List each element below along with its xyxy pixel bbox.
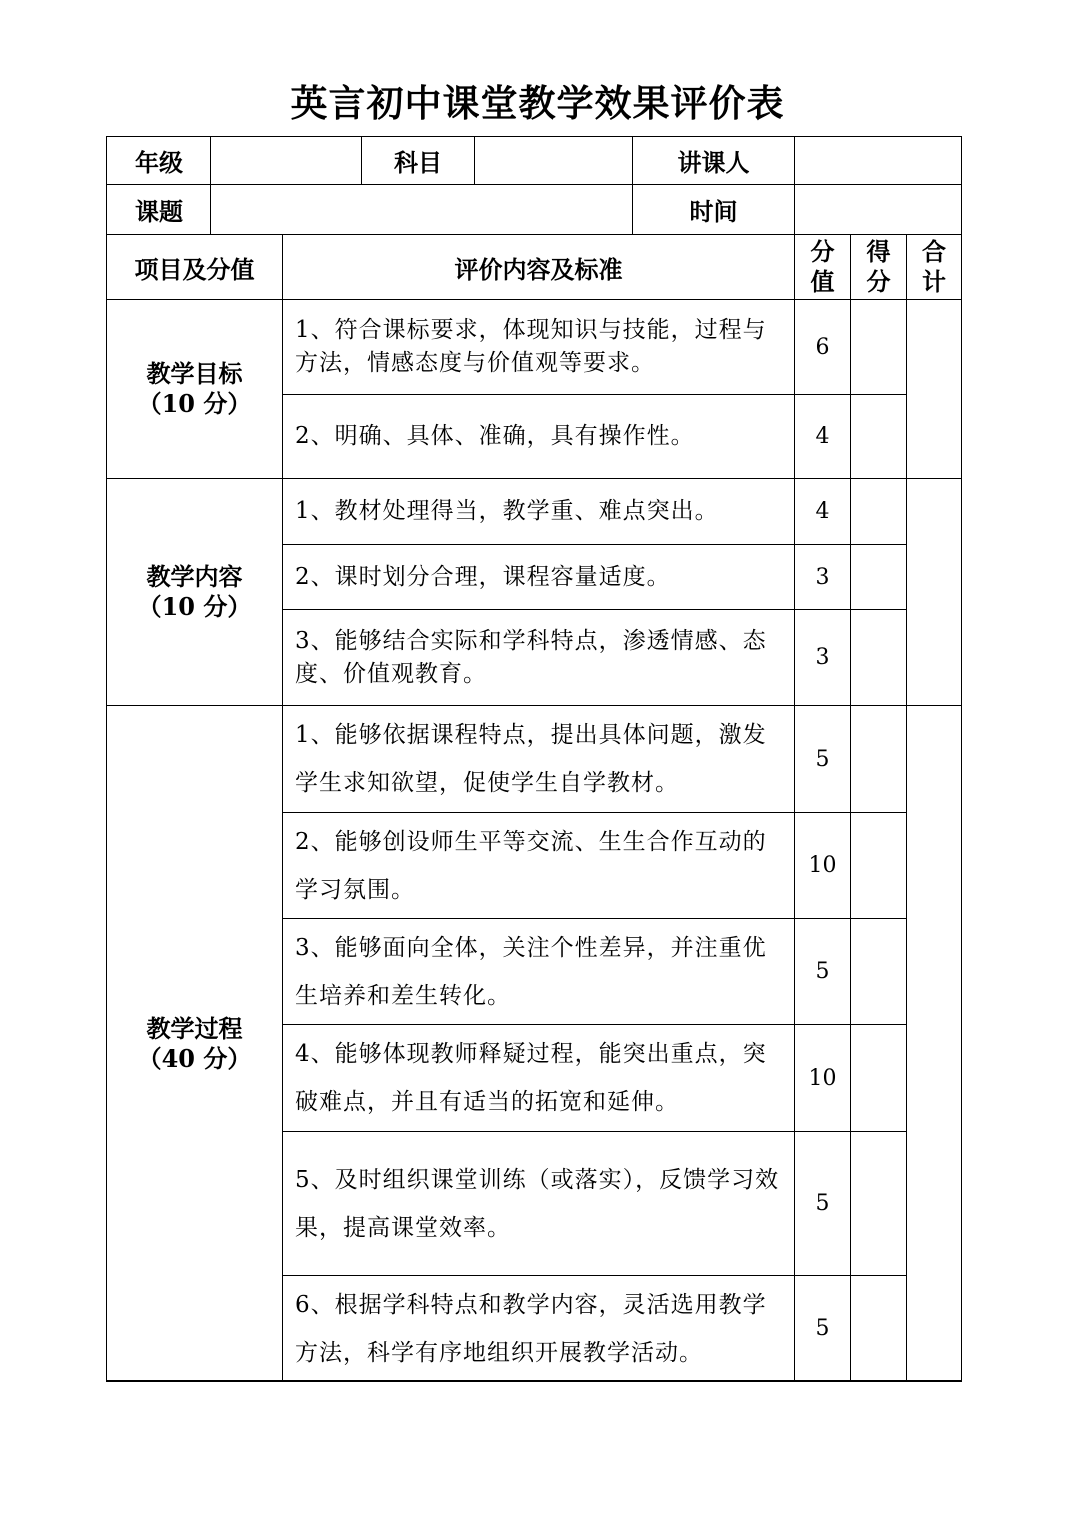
column-header-total-line2: 计: [922, 267, 946, 296]
column-header-score: [851, 235, 907, 300]
score-field[interactable]: [851, 395, 907, 479]
score-field[interactable]: [851, 919, 907, 1025]
column-header-content: 评价内容及标准: [283, 235, 795, 300]
criterion-text: 1、能够依据课程特点，提出具体问题，激发学生求知欲望，促使学生自学教材。: [283, 706, 795, 813]
section-name: 教学目标: [146, 359, 243, 388]
criterion-text: 4、能够体现教师释疑过程，能突出重点，突破难点，并且有适当的拓宽和延伸。: [283, 1025, 795, 1132]
score-field[interactable]: [851, 479, 907, 545]
column-header-points-line1: 分: [810, 237, 835, 266]
score-field[interactable]: [851, 813, 907, 919]
criterion-text: 2、明确、具体、准确，具有操作性。: [283, 395, 795, 479]
total-field[interactable]: [907, 706, 962, 1382]
column-header-total-line1: 合: [922, 237, 946, 266]
criterion-text: 1、符合课标要求，体现知识与技能，过程与方法，情感态度与价值观等要求。: [283, 300, 795, 395]
criterion-points: 10: [795, 1025, 851, 1132]
criterion-text: 2、能够创设师生平等交流、生生合作互动的学习氛围。: [283, 813, 795, 919]
score-field[interactable]: [851, 1276, 907, 1382]
column-header-score-line2: 分: [866, 267, 891, 296]
criterion-points: 4: [795, 479, 851, 545]
criterion-text: 3、能够面向全体，关注个性差异，并注重优生培养和差生转化。: [283, 919, 795, 1025]
column-header-item: 项目及分值: [107, 235, 283, 300]
score-field[interactable]: [851, 1132, 907, 1276]
score-field[interactable]: [851, 1025, 907, 1132]
time-field[interactable]: [795, 185, 962, 235]
criterion-text: 3、能够结合实际和学科特点，渗透情感、态度、价值观教育。: [283, 610, 795, 706]
total-field[interactable]: [907, 479, 962, 706]
criterion-points: 4: [795, 395, 851, 479]
criterion-points: 5: [795, 706, 851, 813]
topic-field[interactable]: [211, 185, 633, 235]
column-header-score-line1: 得: [866, 237, 891, 266]
evaluation-table: [106, 136, 962, 1381]
table-bottom-rule: [106, 1380, 962, 1382]
subject-label: 科目: [362, 137, 475, 185]
criterion-points: 5: [795, 1276, 851, 1382]
lecturer-field[interactable]: [795, 137, 962, 185]
topic-label: 课题: [107, 185, 211, 235]
section-label-teaching-goals: [107, 300, 283, 479]
score-field[interactable]: [851, 610, 907, 706]
page-title: 英言初中课堂教学效果评价表: [290, 81, 785, 125]
time-label: 时间: [633, 185, 795, 235]
criterion-points: 3: [795, 610, 851, 706]
grade-label: 年级: [107, 137, 211, 185]
section-points: （10 分）: [137, 389, 252, 418]
section-name: 教学内容: [146, 562, 243, 591]
criterion-points: 10: [795, 813, 851, 919]
score-field[interactable]: [851, 706, 907, 813]
section-points: （40 分）: [137, 1043, 252, 1073]
column-header-points: [795, 235, 851, 300]
grade-field[interactable]: [211, 137, 362, 185]
section-label-teaching-process: [107, 706, 283, 1382]
criterion-text: 2、课时划分合理，课程容量适度。: [283, 545, 795, 610]
criterion-points: 5: [795, 919, 851, 1025]
lecturer-label: 讲课人: [633, 137, 795, 185]
criterion-points: 6: [795, 300, 851, 395]
section-label-teaching-content: [107, 479, 283, 706]
score-field[interactable]: [851, 545, 907, 610]
criterion-points: 5: [795, 1132, 851, 1276]
criterion-text: 1、教材处理得当，教学重、难点突出。: [283, 479, 795, 545]
score-field[interactable]: [851, 300, 907, 395]
section-points: （10 分）: [137, 592, 252, 621]
subject-field[interactable]: [475, 137, 633, 185]
criterion-text: 5、及时组织课堂训练（或落实），反馈学习效果，提高课堂效率。: [283, 1132, 795, 1276]
column-header-total: [907, 235, 962, 300]
criterion-points: 3: [795, 545, 851, 610]
section-name: 教学过程: [146, 1013, 243, 1043]
total-field[interactable]: [907, 300, 962, 479]
column-header-points-line2: 值: [810, 267, 835, 296]
criterion-text: 6、根据学科特点和教学内容，灵活选用教学方法，科学有序地组织开展教学活动。: [283, 1276, 795, 1382]
